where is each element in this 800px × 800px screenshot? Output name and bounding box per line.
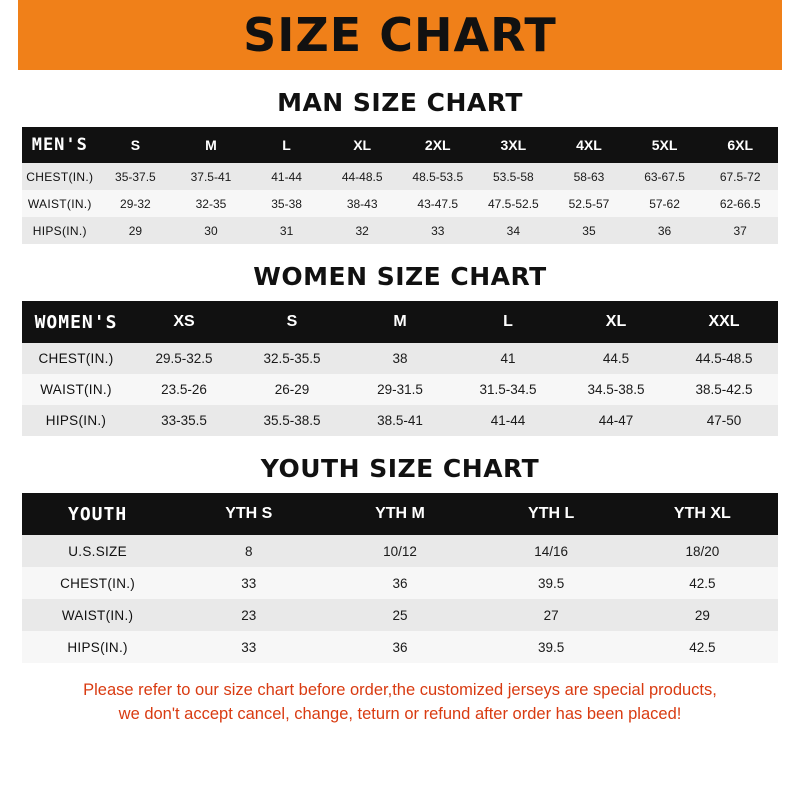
youth-cell-0-1: 10/12 xyxy=(324,535,475,567)
women-cell-1-0: 23.5-26 xyxy=(130,374,238,405)
man-cell-0-1: 37.5-41 xyxy=(173,163,249,190)
youth-row-2-label: WAIST(IN.) xyxy=(22,599,173,631)
man-col-3: XL xyxy=(324,127,400,163)
youth-cell-0-3: 18/20 xyxy=(627,535,778,567)
youth-col-0: YTH S xyxy=(173,493,324,535)
women-row-0-label: CHEST(IN.) xyxy=(22,343,130,374)
women-cell-2-5: 47-50 xyxy=(670,405,778,436)
header-band xyxy=(0,0,800,70)
youth-cell-1-2: 39.5 xyxy=(476,567,627,599)
women-cell-2-2: 38.5-41 xyxy=(346,405,454,436)
man-cell-1-5: 47.5-52.5 xyxy=(476,190,552,217)
page-title: SIZE CHART xyxy=(243,8,557,62)
women-table-body xyxy=(22,343,778,436)
women-corner-label: WOMEN'S xyxy=(22,301,130,343)
women-cell-0-1: 32.5-35.5 xyxy=(238,343,346,374)
youth-row-0-label: U.S.SIZE xyxy=(22,535,173,567)
women-cell-1-4: 34.5-38.5 xyxy=(562,374,670,405)
man-cell-2-3: 32 xyxy=(324,217,400,244)
man-cell-1-0: 29-32 xyxy=(98,190,174,217)
youth-cell-1-1: 36 xyxy=(324,567,475,599)
women-cell-2-1: 35.5-38.5 xyxy=(238,405,346,436)
women-row-2-label: HIPS(IN.) xyxy=(22,405,130,436)
man-cell-2-5: 34 xyxy=(476,217,552,244)
youth-cell-3-0: 33 xyxy=(173,631,324,663)
women-cell-0-2: 38 xyxy=(346,343,454,374)
man-cell-1-3: 38-43 xyxy=(324,190,400,217)
youth-section-title: YOUTH SIZE CHART xyxy=(260,454,540,483)
man-cell-2-0: 29 xyxy=(98,217,174,244)
youth-row-3-label: HIPS(IN.) xyxy=(22,631,173,663)
man-cell-2-8: 37 xyxy=(702,217,778,244)
youth-col-2: YTH L xyxy=(476,493,627,535)
women-cell-2-0: 33-35.5 xyxy=(130,405,238,436)
man-cell-1-6: 52.5-57 xyxy=(551,190,627,217)
women-row-1-label: WAIST(IN.) xyxy=(22,374,130,405)
youth-cell-2-1: 25 xyxy=(324,599,475,631)
content-area xyxy=(0,88,800,727)
youth-table-body xyxy=(22,535,778,663)
footer-note xyxy=(22,679,778,727)
man-row-0-label: CHEST(IN.) xyxy=(22,163,98,190)
table-row xyxy=(22,217,778,244)
youth-cell-1-3: 42.5 xyxy=(627,567,778,599)
man-cell-0-8: 67.5-72 xyxy=(702,163,778,190)
youth-corner-label: YOUTH xyxy=(22,493,173,535)
women-section-title: WOMEN SIZE CHART xyxy=(253,262,547,291)
man-cell-0-4: 48.5-53.5 xyxy=(400,163,476,190)
women-cell-0-4: 44.5 xyxy=(562,343,670,374)
youth-cell-2-3: 29 xyxy=(627,599,778,631)
women-cell-1-1: 26-29 xyxy=(238,374,346,405)
man-cell-0-0: 35-37.5 xyxy=(98,163,174,190)
man-table-header xyxy=(22,127,778,163)
man-cell-1-4: 43-47.5 xyxy=(400,190,476,217)
man-corner-label: MEN'S xyxy=(22,127,98,163)
youth-col-3: YTH XL xyxy=(627,493,778,535)
man-cell-2-4: 33 xyxy=(400,217,476,244)
man-size-table xyxy=(22,127,778,244)
table-row xyxy=(22,535,778,567)
man-col-2: L xyxy=(249,127,325,163)
table-row xyxy=(22,163,778,190)
women-cell-1-5: 38.5-42.5 xyxy=(670,374,778,405)
women-size-table xyxy=(22,301,778,436)
youth-cell-2-0: 23 xyxy=(173,599,324,631)
women-cell-2-3: 41-44 xyxy=(454,405,562,436)
footer-note-line1: Please refer to our size chart before order,the customized jerseys are special products, xyxy=(83,681,717,699)
man-col-0: S xyxy=(98,127,174,163)
youth-cell-0-0: 8 xyxy=(173,535,324,567)
youth-size-table xyxy=(22,493,778,663)
man-row-1-label: WAIST(IN.) xyxy=(22,190,98,217)
youth-cell-1-0: 33 xyxy=(173,567,324,599)
header-right-spacer xyxy=(782,0,800,70)
women-table-header xyxy=(22,301,778,343)
table-row xyxy=(22,343,778,374)
man-col-6: 4XL xyxy=(551,127,627,163)
man-cell-0-6: 58-63 xyxy=(551,163,627,190)
women-col-5: XXL xyxy=(670,301,778,343)
women-col-2: M xyxy=(346,301,454,343)
table-row xyxy=(22,374,778,405)
man-cell-1-2: 35-38 xyxy=(249,190,325,217)
man-cell-0-7: 63-67.5 xyxy=(627,163,703,190)
man-cell-0-5: 53.5-58 xyxy=(476,163,552,190)
women-cell-2-4: 44-47 xyxy=(562,405,670,436)
youth-cell-3-2: 39.5 xyxy=(476,631,627,663)
footer-note-line2: we don't accept cancel, change, teturn or refund after order has been placed! xyxy=(118,704,682,723)
header-left-spacer xyxy=(0,0,18,70)
man-cell-2-7: 36 xyxy=(627,217,703,244)
women-col-3: L xyxy=(454,301,562,343)
women-cell-1-3: 31.5-34.5 xyxy=(454,374,562,405)
man-cell-1-8: 62-66.5 xyxy=(702,190,778,217)
youth-col-1: YTH M xyxy=(324,493,475,535)
youth-cell-3-1: 36 xyxy=(324,631,475,663)
man-cell-0-2: 41-44 xyxy=(249,163,325,190)
women-cell-0-0: 29.5-32.5 xyxy=(130,343,238,374)
women-cell-1-2: 29-31.5 xyxy=(346,374,454,405)
table-header-row xyxy=(22,127,778,163)
women-col-1: S xyxy=(238,301,346,343)
man-table-body xyxy=(22,163,778,244)
table-row xyxy=(22,599,778,631)
youth-table-header xyxy=(22,493,778,535)
man-section-title: MAN SIZE CHART xyxy=(277,88,523,117)
table-header-row xyxy=(22,301,778,343)
man-col-1: M xyxy=(173,127,249,163)
man-cell-2-6: 35 xyxy=(551,217,627,244)
youth-cell-3-3: 42.5 xyxy=(627,631,778,663)
man-cell-0-3: 44-48.5 xyxy=(324,163,400,190)
youth-row-1-label: CHEST(IN.) xyxy=(22,567,173,599)
man-cell-1-7: 57-62 xyxy=(627,190,703,217)
man-cell-1-1: 32-35 xyxy=(173,190,249,217)
man-cell-2-1: 30 xyxy=(173,217,249,244)
table-row xyxy=(22,190,778,217)
man-col-4: 2XL xyxy=(400,127,476,163)
women-col-0: XS xyxy=(130,301,238,343)
youth-cell-0-2: 14/16 xyxy=(476,535,627,567)
youth-cell-2-2: 27 xyxy=(476,599,627,631)
table-row xyxy=(22,567,778,599)
man-row-2-label: HIPS(IN.) xyxy=(22,217,98,244)
man-col-8: 6XL xyxy=(702,127,778,163)
women-col-4: XL xyxy=(562,301,670,343)
table-row xyxy=(22,631,778,663)
table-header-row xyxy=(22,493,778,535)
table-row xyxy=(22,405,778,436)
women-cell-0-5: 44.5-48.5 xyxy=(670,343,778,374)
man-col-7: 5XL xyxy=(627,127,703,163)
man-cell-2-2: 31 xyxy=(249,217,325,244)
women-cell-0-3: 41 xyxy=(454,343,562,374)
man-col-5: 3XL xyxy=(476,127,552,163)
